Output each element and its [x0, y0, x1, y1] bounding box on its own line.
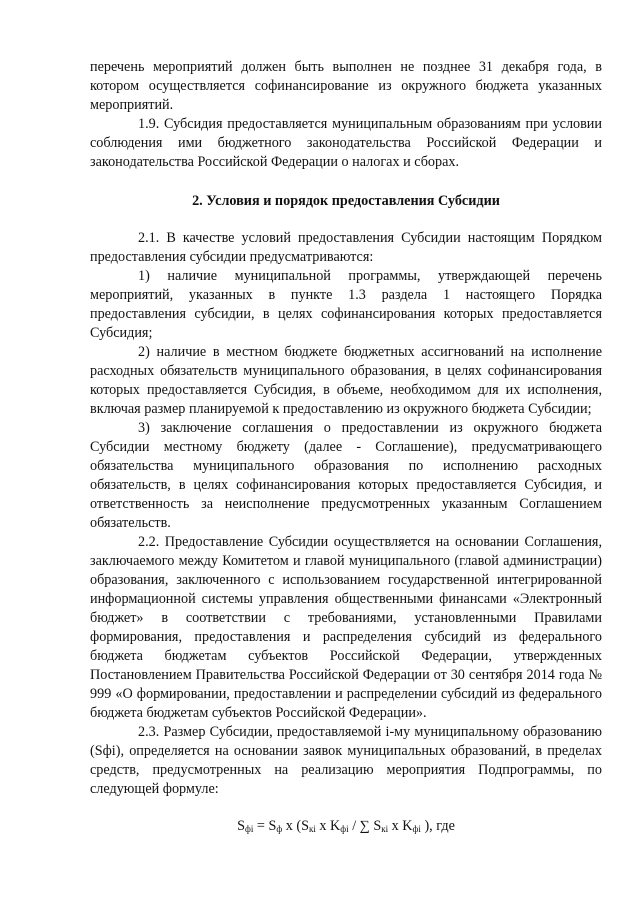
paragraph-1-9: 1.9. Субсидия предоставляется муниципальным образованиям при условии соблюдения ими бюджетного законодательства Российской Федерации и законодательства Российской Федерации о налогах и сборах.	[90, 116, 602, 170]
formula-x1: x (	[282, 818, 302, 834]
section-heading: 2. Условия и порядок предоставления Субсидии	[192, 193, 500, 209]
paragraph-2-1: 2.1. В качестве условий предоставления Субсидии настоящим Порядком предоставления субсидии предусматриваются:	[90, 230, 602, 265]
paragraph-2-1-item-1: 1) наличие муниципальной программы, утверждающей перечень мероприятий, указанных в пункте 1.3 раздела 1 настоящего Порядка предоставления субсидии, в целях софинансирования которых предоставляется Субсидия;	[90, 268, 602, 341]
document-page	[90, 58, 602, 836]
formula-x2: x	[315, 818, 331, 834]
formula-div: / ∑	[348, 818, 374, 834]
paragraph-2-1-item-2: 2) наличие в местном бюджете бюджетных ассигнований на исполнение расходных обязательств муниципального образования, в целях софинансирования которых предоставляется Субсидия, в объеме, необходимом для их исполнения, включая размер планируемой к предоставлению из окружного бюджета Субсидии;	[90, 344, 602, 417]
formula-t1: S	[301, 818, 309, 834]
formula-lhs: S	[237, 818, 245, 834]
formula-t3-sub: кi	[381, 824, 389, 834]
paragraph-continuation: перечень мероприятий должен быть выполнен не позднее 31 декабря года, в котором осуществляется софинансирование из окружного бюджета указанных мероприятий.	[90, 59, 602, 113]
formula-lhs-sub: фi	[244, 824, 254, 834]
formula-t2: K	[330, 818, 341, 834]
formula-t1-sub: кi	[308, 824, 316, 834]
formula-tail: ), где	[420, 818, 455, 834]
formula-t3: S	[373, 818, 382, 834]
paragraph-2-3: 2.3. Размер Субсидии, предоставляемой i-му муниципальному образованию (Sфi), определяется на основании заявок муниципальных образований, в пределах средств, предусмотренных на реализацию мероприятия Подпрограммы, по следующей формуле:	[90, 724, 602, 797]
subsidy-formula	[90, 817, 602, 836]
formula-s-sub: ф	[276, 824, 283, 834]
paragraph-2-1-item-3: 3) заключение соглашения о предоставлении из окружного бюджета Субсидии местному бюджету (далее - Соглашение), предусматривающего обязательства муниципального образования по исполнению расходных обязательств, в целях софинансирования которых предоставляется Субсидия, и ответственность за неисполнение предусмотренных указанным Соглашением обязательств.	[90, 420, 602, 531]
formula-x3: x	[388, 818, 403, 834]
formula-s: S	[268, 818, 277, 834]
formula-t2-sub: фi	[340, 824, 349, 834]
paragraph-2-2: 2.2. Предоставление Субсидии осуществляется на основании Соглашения, заключаемого между Комитетом и главой муниципального (главой администрации) образования, заключенного с использованием государственной интегрированной информационной системы управления общественными финансами «Электронный бюджет» в соответствии с требованиями, установленными Правилами формирования, предоставления и распределения субсидий из федерального бюджета бюджетам субъектов Российской Федерации, утвержденных Постановлением Правительства Российской Федерации от 30 сентября 2014 года № 999 «О формировании, предоставлении и распределении субсидий из федерального бюджета бюджетам субъектов Российской Федерации».	[90, 534, 602, 721]
formula-t4: K	[402, 818, 413, 834]
formula-t4-sub: фi	[412, 824, 421, 834]
formula-eq: =	[253, 818, 269, 834]
